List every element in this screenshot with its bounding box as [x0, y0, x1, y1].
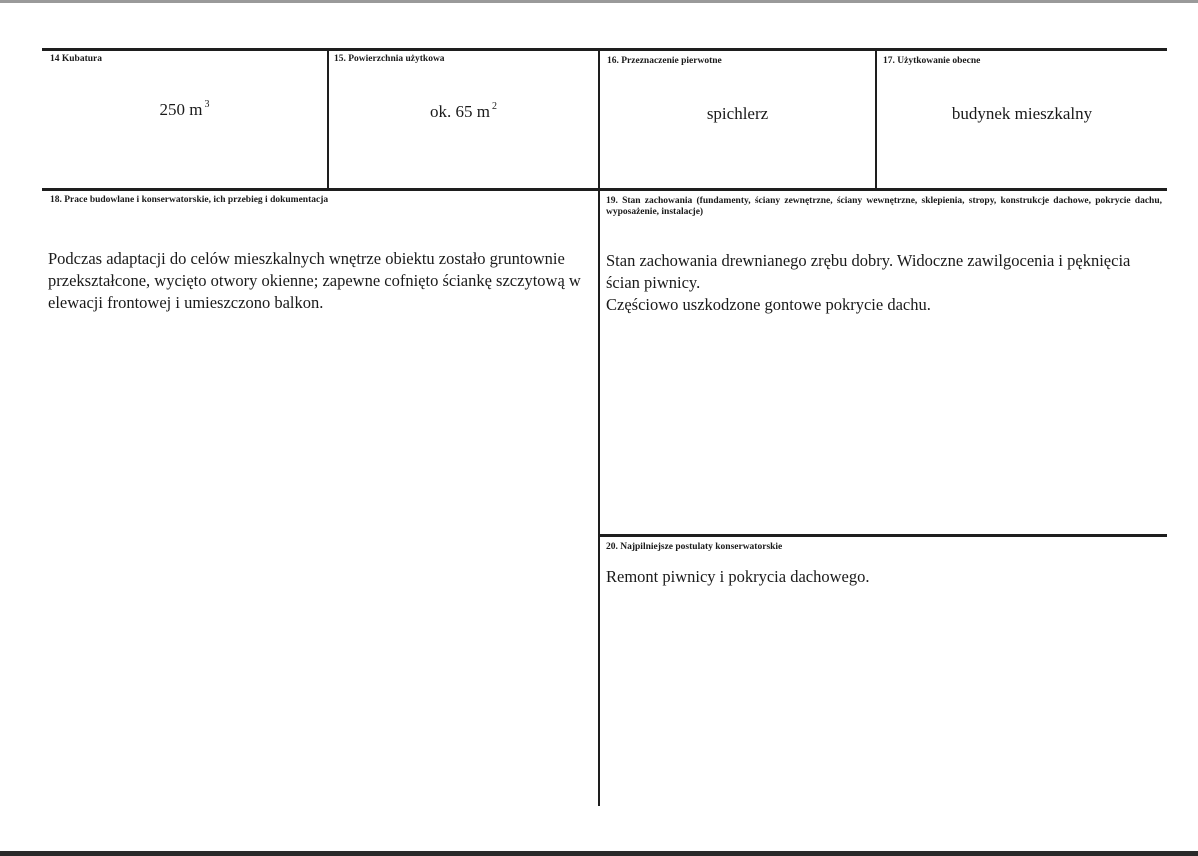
field-19-text: [606, 250, 1162, 316]
field-14-label: 14 Kubatura: [50, 54, 102, 64]
field-15-value: [329, 102, 598, 125]
field20-top-border: [599, 534, 1167, 537]
divider-15-16: [598, 48, 600, 806]
scan-top-edge: [0, 0, 1198, 3]
field-14-unit-superscript: 3: [204, 99, 210, 110]
field-20-label: 20. Najpilniejsze postulaty konserwatorskie: [606, 542, 783, 552]
field-18-text: Podczas adaptacji do celów mieszkalnych wnętrze obiektu zostało gruntownie przekształcone, wycięto otwory okienne; zapewne cofnięto ściankę szczytową w elewacji frontowej i umieszczono balkon.: [48, 249, 581, 312]
field-20-text: Remont piwnicy i pokrycia dachowego.: [606, 567, 870, 586]
row2-top-border: [42, 188, 1167, 191]
field-19-label: 19. Stan zachowania (fundamenty, ściany zewnętrzne, ściany wewnętrzne, sklepienia, stropy, konstrukcje dachowe, pokrycie dachu, wyposażenie, instalacje): [606, 196, 1162, 217]
field-14-value-text: 250 m: [159, 100, 203, 119]
field-19-text-line1: Stan zachowania drewnianego zrębu dobry. Widoczne zawilgocenia i pęknięcia ścian piwnicy.: [606, 251, 1131, 292]
field-16-label: 16. Przeznaczenie pierwotne: [607, 56, 722, 66]
field-19-text-line2: Częściowo uszkodzone gontowe pokrycie dachu.: [606, 295, 931, 314]
scan-bottom-edge: [0, 851, 1198, 856]
field-16-value: spichlerz: [706, 104, 769, 123]
field-17-value: budynek mieszkalny: [951, 104, 1093, 123]
field-15-unit-superscript: 2: [491, 101, 497, 112]
field-14-value: [42, 100, 327, 123]
field-15-label: 15. Powierzchnia użytkowa: [334, 54, 445, 64]
field-15-value-text: ok. 65 m: [430, 102, 490, 121]
row1-top-border: [42, 48, 1167, 51]
field-18-label: 18. Prace budowlane i konserwatorskie, ich przebieg i dokumentacja: [50, 195, 329, 205]
field-17-label: 17. Użytkowanie obecne: [883, 56, 981, 66]
